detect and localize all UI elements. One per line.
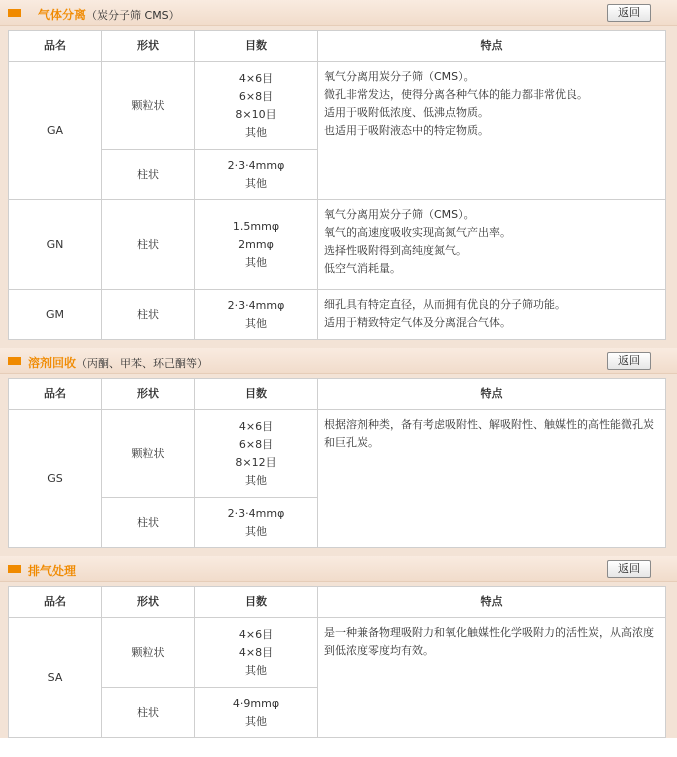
section-title: 气体分离 [38,8,87,22]
table-row [9,410,666,498]
header-shape: 形状 [102,31,195,62]
section-gas-separation [0,0,677,348]
section-header [0,0,677,26]
product-mesh: 1.5mmφ 2mmφ 其他 [195,200,318,290]
header-feature: 特点 [318,587,666,618]
header-mesh: 目数 [195,379,318,410]
product-mesh: 4×6目 6×8目 8×12目 其他 [195,410,318,498]
product-mesh: 4×6目 6×8目 8×10目 其他 [195,62,318,150]
header-feature: 特点 [318,31,666,62]
product-feature: 氧气分离用炭分子筛（CMS）。 微孔非常发达，使得分离各种气体的能力都非常优良。 适用于吸附低浓度、低沸点物质。 也适用于吸附液态中的特定物质。 [318,62,666,200]
section-title: 排气处理 [28,564,77,578]
back-button[interactable]: 返回 [607,352,651,370]
table-header-row [9,587,666,618]
table-row [9,200,666,290]
section-solvent-recovery [0,348,677,556]
section-subtitle: （炭分子筛 CMS） [86,9,180,22]
section-title: 溶剂回收 [28,356,77,370]
table-row [9,290,666,340]
back-button[interactable]: 返回 [607,4,651,22]
product-shape: 颗粒状 [102,62,195,150]
section-exhaust-treatment [0,556,677,738]
header-mesh: 目数 [195,31,318,62]
table-header-row [9,379,666,410]
section-header [0,556,677,582]
product-shape: 颗粒状 [102,618,195,688]
header-name: 品名 [9,587,102,618]
header-shape: 形状 [102,379,195,410]
product-shape: 柱状 [102,290,195,340]
product-name: GM [9,290,102,340]
header-feature: 特点 [318,379,666,410]
product-table [8,378,666,548]
product-name: GA [9,62,102,200]
product-shape: 柱状 [102,498,195,548]
orange-square-icon [8,9,21,17]
orange-square-icon [8,357,21,365]
product-shape: 柱状 [102,200,195,290]
product-mesh: 2·3·4mmφ 其他 [195,150,318,200]
product-feature: 氧气分离用炭分子筛（CMS）。 氧气的高速度吸收实现高氮气产出率。 选择性吸附得到高纯度氮气。 低空气消耗量。 [318,200,666,290]
product-feature: 是一种兼备物理吸附力和氧化触媒性化学吸附力的活性炭，从高浓度到低浓度零度均有效。 [318,618,666,738]
product-mesh: 4×6目 4×8目 其他 [195,618,318,688]
table-row [9,62,666,150]
header-name: 品名 [9,379,102,410]
product-table [8,30,666,340]
header-name: 品名 [9,31,102,62]
header-shape: 形状 [102,587,195,618]
product-feature: 根据溶剂种类，备有考虑吸附性、解吸附性、触媒性的高性能微孔炭和巨孔炭。 [318,410,666,548]
orange-square-icon [8,565,21,573]
product-shape: 颗粒状 [102,410,195,498]
header-mesh: 目数 [195,587,318,618]
product-shape: 柱状 [102,688,195,738]
product-shape: 柱状 [102,150,195,200]
product-name: GN [9,200,102,290]
product-name: GS [9,410,102,548]
product-mesh: 2·3·4mmφ 其他 [195,498,318,548]
table-row [9,618,666,688]
table-header-row [9,31,666,62]
product-mesh: 4·9mmφ 其他 [195,688,318,738]
section-subtitle: （丙酮、甲苯、环己酮等） [76,357,209,370]
back-button[interactable]: 返回 [607,560,651,578]
product-mesh: 2·3·4mmφ 其他 [195,290,318,340]
section-header [0,348,677,374]
product-feature: 细孔具有特定直径，从而拥有优良的分子筛功能。 适用于精致特定气体及分离混合气体。 [318,290,666,340]
product-table [8,586,666,738]
product-name: SA [9,618,102,738]
